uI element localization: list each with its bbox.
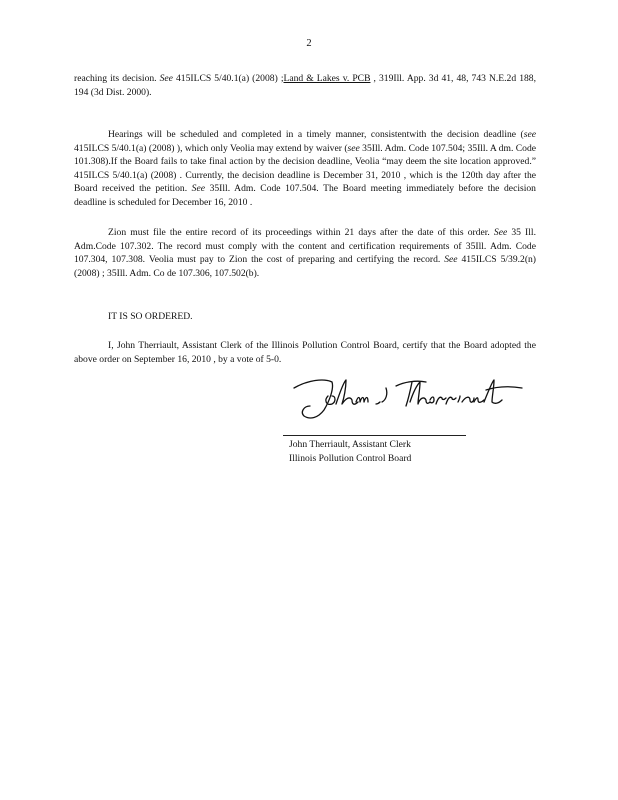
handwritten-signature <box>288 374 528 424</box>
case-name: Land & Lakes v. PCB <box>283 73 371 84</box>
citation-signal: See <box>191 183 205 194</box>
order-statement: IT IS SO ORDERED. <box>108 311 193 322</box>
text-run: Hearings will be scheduled and completed in a timely manner, consistentwith the decision deadline ( <box>108 129 524 140</box>
text-run: , 319Ill. App. 3d 41, 48, 743 N.E.2d 188, 194 (3d Dist. 2000). <box>74 73 536 98</box>
citation-signal: see <box>523 129 536 140</box>
paragraph-reaching-decision <box>74 72 536 99</box>
text-run: reaching its decision. <box>74 73 160 84</box>
text-run: 415ILCS 5/40.1(a) (2008) ; <box>172 73 284 84</box>
citation-signal: See <box>159 73 173 84</box>
citation-signal: See <box>444 254 458 265</box>
page-number: 2 <box>306 38 312 49</box>
citation-signal: see <box>347 142 360 154</box>
text-run: Zion must file the entire record of its proceedings within 21 days after the date of this order. <box>108 227 494 238</box>
paragraph-record <box>74 226 536 280</box>
signature-line <box>283 435 466 436</box>
text-run: 415ILCS 5/39.2(n) (2008) ; 35Ill. Adm. Co de 107.306, 107.502(b). <box>74 254 537 279</box>
text-run: 35 Ill. Adm.Code 107.302. The record must comply with the content and certification requirements of 35Ill. Adm. Code 107.304, 107.308. Veolia must pay to Zion the cost of preparing and certifying the record. <box>74 227 536 265</box>
signer-name-title: John Therriault, Assistant Clerk <box>289 439 411 450</box>
signature-block <box>289 438 411 465</box>
text-run: 35Ill. Adm. Code 107.504. The Board meeting immediately before the decision deadline is scheduled for December 16, 2010 . <box>74 183 536 208</box>
paragraph-certification <box>74 339 536 366</box>
certification-text: I, John Therriault, Assistant Clerk of the Illinois Pollution Control Board, certify that the Board adopted the above order on September 16, 2010 , by a vote of 5-0. <box>74 340 536 365</box>
text-run: 35Ill. Adm. Code 107.504; 35Ill. A dm. Code 101.308).If the Board fails to take final action by the decision deadline, Veolia “may deem the site location approved.” 415ILCS 5/40.1(a) (2008) . Currently, the decision deadline is December 31, 2010 , which is the 120th day after the Board received the petition. <box>74 142 536 194</box>
paragraph-hearings <box>74 128 536 209</box>
text-run: 415ILCS 5/40.1(a) (2008) ), which only Veolia may extend by waiver ( <box>74 142 348 154</box>
citation-signal: See <box>493 227 508 238</box>
signer-organization: Illinois Pollution Control Board <box>289 452 412 464</box>
